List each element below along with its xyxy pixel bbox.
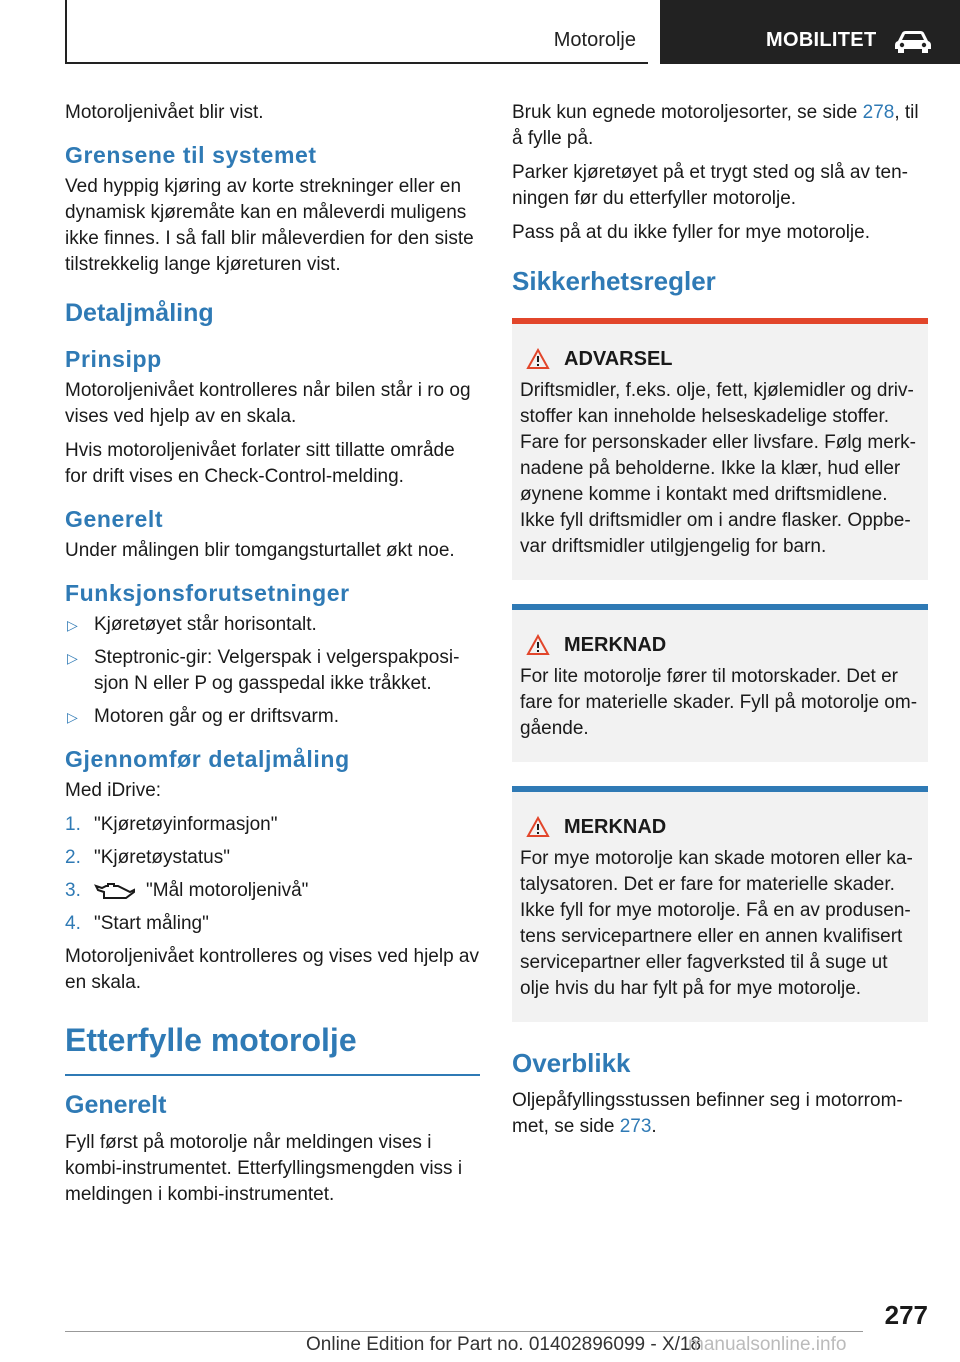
notice-box: [512, 604, 928, 762]
chapter-title: MOBILITET: [766, 29, 877, 51]
principle-text-1: Motoroljenivået kontrolleres når bilen står i ro og vises ved hjelp av en skala.: [65, 380, 471, 427]
page-link-278[interactable]: 278: [862, 102, 895, 123]
warning-box: [512, 318, 928, 580]
list-item: ▷ Motoren går og er driftsvarm.: [65, 704, 480, 730]
left-column: [65, 100, 480, 1216]
page-link-273[interactable]: 273: [619, 1116, 652, 1137]
page-number: 277: [884, 1300, 928, 1330]
section-title: Motorolje: [553, 29, 636, 51]
heading-perform-measurement: Gjennomfør detaljmåling: [65, 746, 350, 772]
general-text: Under målingen blir tomgangsturtallet økt noe.: [65, 540, 455, 561]
warning-title: ADVARSEL: [564, 348, 673, 370]
right-column: [512, 100, 928, 1148]
header-chapter-box: [660, 0, 960, 64]
list-item: 4. "Start måling": [65, 913, 209, 934]
car-icon: [892, 28, 934, 54]
oil-can-icon: [94, 882, 136, 900]
warning-triangle-icon: [526, 348, 550, 370]
not-too-much-text: Pass på at du ikke fyller for mye motorolje.: [512, 222, 870, 243]
triangle-bullet-icon: ▷: [67, 709, 78, 725]
heading-safety: Sikkerhetsregler: [512, 266, 716, 296]
notice-title: MERKNAD: [564, 634, 667, 656]
notice-box: [512, 786, 928, 1022]
triangle-bullet-icon: ▷: [67, 617, 78, 633]
notice-text: For mye motorolje kan skade motoren eller katalysatoren. Det er fare for materielle skader. Ikke fyll for mye motorolje. Få en av produsentens servicepartnere eller en annen kvalifisert servicepartner eller fagverksted til å suge ut olje hvis du har fylt på for mye motorolje.: [520, 848, 913, 999]
heading-general: Generelt: [65, 506, 164, 532]
steps-list: [65, 812, 480, 937]
oil-type-text: Bruk kun egnede motoroljesorter, se side 278, til å fylle på.: [512, 102, 919, 149]
intro-text: Motoroljenivået blir vist.: [65, 102, 264, 123]
list-item: 3. "Mål motoroljenivå": [65, 880, 309, 901]
warning-triangle-icon: [526, 816, 550, 838]
heading-conditions: Funksjonsforutsetninger: [65, 580, 350, 606]
heading-refill: Etterfylle motorolje: [65, 1018, 480, 1076]
overview-text: Oljepåfyllingsstussen befinner seg i motorrommet, se side 273.: [512, 1090, 903, 1137]
warning-triangle-icon: [526, 634, 550, 656]
heading-general-refill: Generelt: [65, 1091, 167, 1119]
notice-text: For lite motorolje fører til motorskader. Det er fare for materielle skader. Fyll på motorolje omgående.: [520, 666, 918, 739]
header-section-box: [65, 0, 648, 64]
list-item: 2. "Kjøretøystatus": [65, 847, 230, 868]
heading-limits: Grensene til systemet: [65, 142, 317, 168]
notice-title: MERKNAD: [564, 816, 667, 838]
principle-text-2: Hvis motoroljenivået forlater sitt tillatte område for drift vises en Check-Control-melding.: [65, 440, 455, 487]
park-text: Parker kjøretøyet på et trygt sted og slå av tenningen før du etterfyller motorolje.: [512, 162, 908, 209]
heading-overview: Overblikk: [512, 1048, 631, 1078]
limits-text: Ved hyppig kjøring av korte strekninger eller en dynamisk kjøremåte kan en måleverdi muligens ikke finnes. I så fall blir måleverdien for den siste tilstrekkelig lange kjøreturen vist.: [65, 176, 474, 275]
conditions-list: [65, 612, 480, 730]
list-item: 1. "Kjøretøyinformasjon": [65, 814, 278, 835]
triangle-bullet-icon: ▷: [67, 650, 78, 666]
footer-divider: [65, 1331, 863, 1332]
warning-text: Driftsmidler, f.eks. olje, fett, kjølemidler og drivstoffer kan inneholde helseskadelige stoffer. Fare for personskader eller livsfare. Følg merknadene på beholderne. Ikke la klær, hud eller øynene komme i kontakt med driftsmidlene. Ikke fyll driftsmidler om i andre flasker. Oppbevar driftsmidler utilgjengelig for barn.: [520, 380, 916, 557]
list-item: ▷ Kjøretøyet står horisontalt.: [65, 612, 480, 638]
edition-text: Online Edition for Part no. 01402896099 - X/18: [306, 1334, 702, 1355]
heading-detail-measurement: Detaljmåling: [65, 299, 214, 327]
heading-principle: Prinsipp: [65, 346, 162, 372]
general-refill-text: Fyll først på motorolje når meldingen vises i kombi-instrumentet. Etterfyllingsmengden viss i meldingen i kombi-instrumentet.: [65, 1132, 463, 1205]
after-measurement-text: Motoroljenivået kontrolleres og vises ved hjelp av en skala.: [65, 946, 479, 993]
idrive-text: Med iDrive:: [65, 780, 162, 801]
list-item: ▷ Steptronic-gir: Velgerspak i velgerspakposisjon N eller P og gasspedal ikke tråkket.: [67, 647, 460, 694]
watermark-text: manualsonline.info: [688, 1334, 847, 1355]
